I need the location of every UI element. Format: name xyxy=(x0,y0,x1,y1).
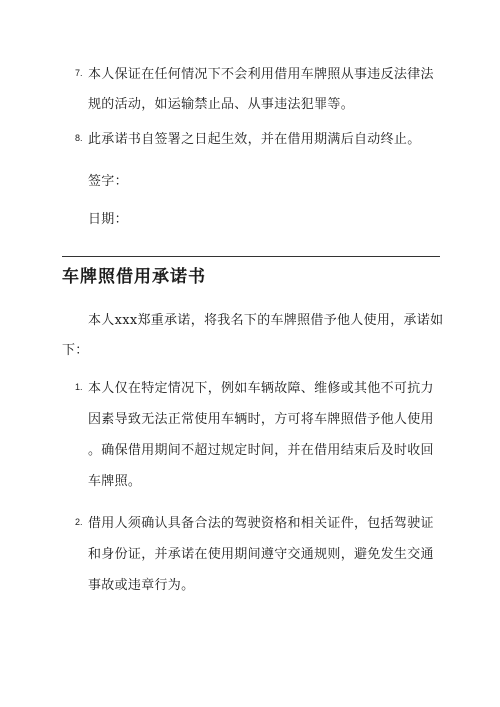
item-1-line-2: 因素导致无法正常使用车辆时，方可将车牌照借予他人使用 xyxy=(88,412,434,427)
document-title: 车牌照借用承诺书 xyxy=(62,267,206,287)
item-1-line-1: 本人仅在特定情况下，例如车辆故障、维修或其他不可抗力 xyxy=(88,381,434,396)
section-divider xyxy=(62,256,440,257)
intro-line-1: 本人xxx郑重承诺，将我名下的车牌照借予他人使用，承诺如 xyxy=(88,313,444,328)
item-7-line-1: 本人保证在任何情况下不会利用借用车牌照从事违反法律法 xyxy=(88,67,434,82)
item-8-line-1: 此承诺书自签署之日起生效，并在借用期满后自动终止。 xyxy=(88,132,421,147)
item-2-number: 2. xyxy=(75,517,83,527)
item-7-line-2: 规的活动，如运输禁止品、从事违法犯罪等。 xyxy=(88,97,355,112)
item-2-line-2: 和身份证，并承诺在使用期间遵守交通规则，避免发生交通 xyxy=(88,547,434,562)
item-2-line-1: 借用人须确认具备合法的驾驶资格和相关证件，包括驾驶证 xyxy=(88,516,434,531)
intro-line-2: 下： xyxy=(62,343,89,358)
item-2-line-3: 事故或违章行为。 xyxy=(88,578,195,593)
item-8-number: 8. xyxy=(75,133,83,143)
item-7-number: 7. xyxy=(75,68,83,78)
item-1-line-4: 车牌照。 xyxy=(88,474,142,489)
item-1-number: 1. xyxy=(75,382,83,392)
item-1-line-3: 。确保借用期间不超过规定时间，并在借用结束后及时收回 xyxy=(88,443,434,458)
date-label: 日期： xyxy=(88,212,128,227)
signature-label: 签字： xyxy=(88,174,128,189)
